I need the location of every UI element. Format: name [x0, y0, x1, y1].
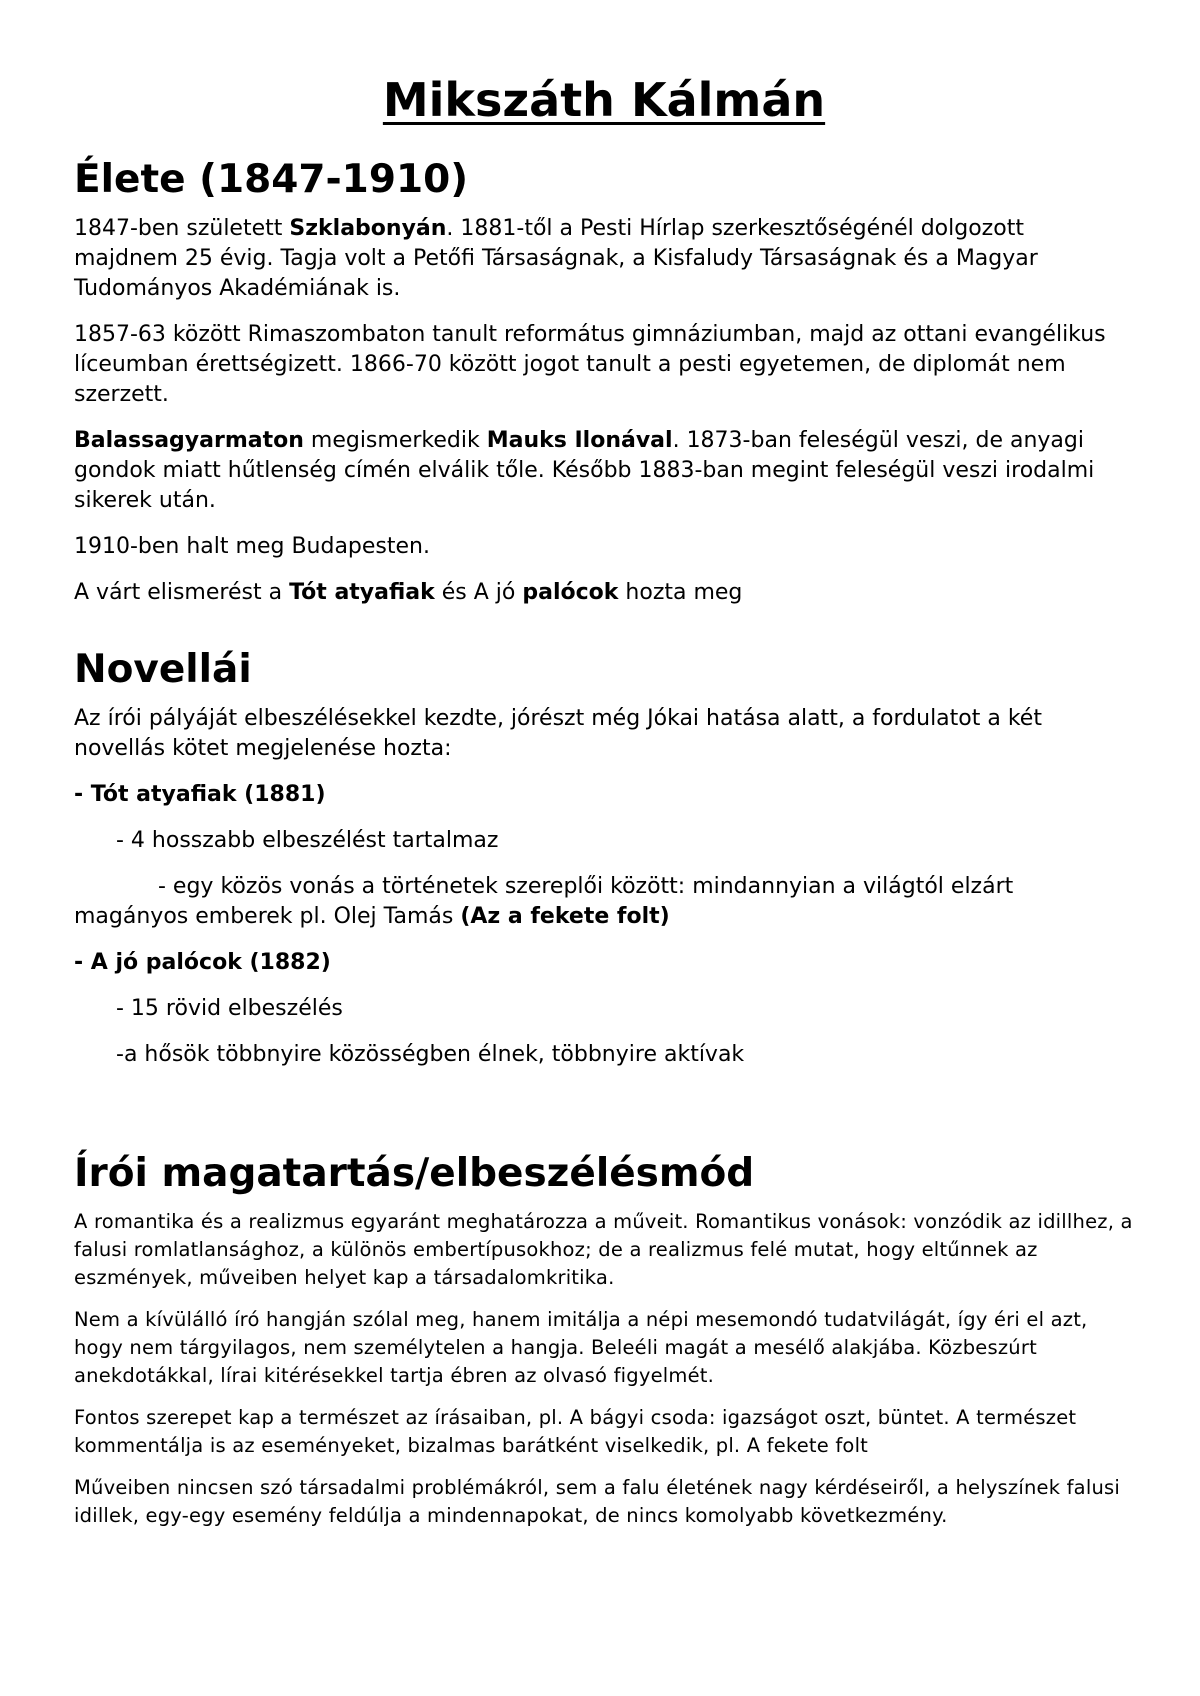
bold-book-heading: - Tót atyafiak (1881): [74, 782, 326, 807]
paragraph-marriage: [74, 426, 1134, 516]
bold-book-title: Tót atyafiak: [289, 580, 435, 605]
text-run: - egy közös vonás a történetek szereplői között: mindannyian a világtól elzárt magányos emberek pl. Olej Tamás: [74, 874, 1014, 929]
bold-book-title: palócok: [522, 580, 619, 605]
document-title: Mikszáth Kálmán: [382, 73, 826, 127]
book-title-tot-atyafiak: [74, 780, 1134, 810]
list-item: - 15 rövid elbeszélés: [116, 996, 343, 1021]
paragraph-death: 1910-ben halt meg Budapesten.: [74, 534, 430, 559]
paragraph-problemak: Műveiben nincsen szó társadalmi problémákról, sem a falu életének nagy kérdéseiről, a helyszínek falusi idillek, egy-egy esemény feldúlja a mindennapokat, de nincs komolyabb következmény.: [74, 1476, 1120, 1527]
text-run: A várt elismerést a: [74, 580, 290, 605]
list-item: [74, 872, 1134, 932]
text-run: és A jó: [434, 580, 523, 605]
list-item: - 4 hosszabb elbeszélést tartalmaz: [116, 828, 499, 853]
document-page: [74, 70, 1134, 1544]
heading-elete: Élete (1847-1910): [74, 157, 469, 202]
bold-book-heading: - A jó palócok (1882): [74, 950, 331, 975]
paragraph-intro: Az írói pályáját elbeszélésekkel kezdte, jórészt még Jókai hatása alatt, a fordulatot a két novellás kötet megjelenése hozta:: [74, 706, 1042, 761]
heading-iroi-magatartas: Írói magatartás/elbeszélésmód: [74, 1151, 755, 1196]
text-run: 1847-ben született: [74, 216, 290, 241]
paragraph-recognition: [74, 578, 1134, 608]
text-run: . 1881-től a Pesti Hírlap szerkesztőségénél dolgozott majdnem 25 évig. Tagja volt a Petőfi Társaságnak, a Kisfaludy Társaságnak és a Magyar Tudományos Akadémiának is.: [74, 216, 1038, 301]
heading-novellai: Novellái: [74, 647, 252, 692]
section-iroi-magatartas: [74, 1150, 1134, 1530]
paragraph-mesemondo: Nem a kívülálló író hangján szólal meg, hanem imitálja a népi mesemondó tudatvilágát, így éri el azt, hogy nem tárgyilagos, nem személytelen a hangja. Beleéli magát a mesélő alakjába. Közbeszúrt anekdotákkal, lírai kitérésekkel tartja ébren az olvasó figyelmét.: [74, 1308, 1088, 1387]
section-novellai: [74, 646, 1134, 1070]
paragraph-termeszet: Fontos szerepet kap a természet az írásaiban, pl. A bágyi csoda: igazságot oszt, büntet. A természet kommentálja is az eseményeket, bizalmas barátként viselkedik, pl. A fekete folt: [74, 1406, 1077, 1457]
bold-birthplace: Szklabonyán: [289, 216, 447, 241]
text-run: hozta meg: [618, 580, 743, 605]
paragraph-birth: [74, 214, 1134, 304]
paragraph-romantika: A romantika és a realizmus egyaránt meghatározza a műveit. Romantikus vonások: vonzódik az idillhez, a falusi romlatlansághoz, a különös embertípusokhoz; de a realizmus felé mutat, hogy eltűnnek az eszmények, műveiben helyet kap a társadalomkritika.: [74, 1210, 1133, 1289]
text-run: megismerkedik: [303, 428, 487, 453]
book-title-jo-palocok: [74, 948, 1134, 978]
paragraph-education: 1857-63 között Rimaszombaton tanult református gimnáziumban, majd az ottani evangélikus líceumban érettségizett. 1866-70 között jogot tanult a pesti egyetemen, de diplomát nem szerzett.: [74, 322, 1106, 407]
text-run: . 1873-ban feleségül veszi, de anyagi gondok miatt hűtlenség címén elválik tőle. Később 1883-ban megint feleségül veszi irodalmi sikerek után.: [74, 428, 1095, 513]
bold-wife-name: Mauks Ilonával: [486, 428, 673, 453]
section-elete: [74, 156, 1134, 608]
bold-story-title: (Az a fekete folt): [460, 904, 670, 929]
list-item: -a hősök többnyire közösségben élnek, többnyire aktívak: [116, 1042, 745, 1067]
bold-place: Balassagyarmaton: [74, 428, 304, 453]
